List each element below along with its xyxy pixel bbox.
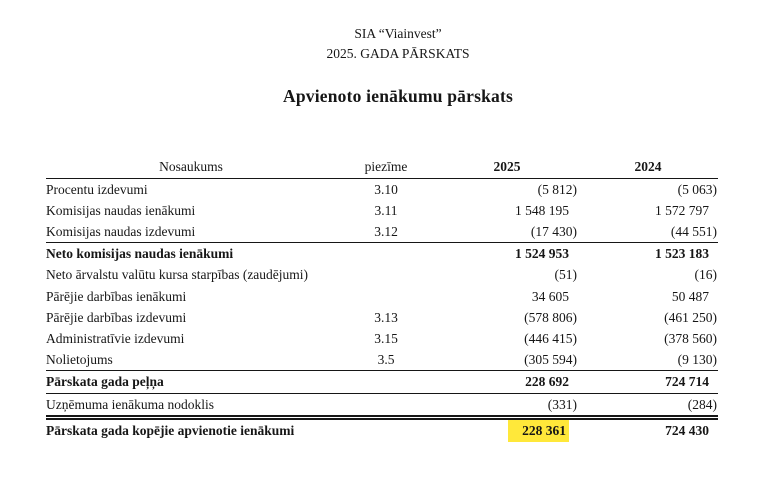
value-2024: 1 572 797 (655, 202, 709, 218)
row-note: 3.10 (374, 181, 398, 197)
column-header-note: piezīme (336, 156, 436, 178)
value-2024: 724 714 (578, 371, 718, 393)
row-name: Procentu izdevumi (46, 181, 148, 197)
row-name: Neto ārvalstu valūtu kursa starpības (zaudējumi) (46, 267, 309, 283)
value-2025: (305 594) (436, 349, 578, 371)
row-name: Komisijas naudas izdevumi (46, 221, 336, 243)
value-2024: 724 430 (665, 422, 709, 438)
table-row-subtotal (46, 243, 718, 265)
income-statement-table (46, 156, 718, 442)
value-2025: 228 692 (436, 371, 578, 393)
row-name: Pārējie darbības ienākumi (46, 288, 187, 304)
row-name: Nolietojums (46, 349, 336, 371)
company-name: SIA “Viainvest” (354, 26, 442, 41)
value-2024: (44 551) (578, 221, 718, 243)
value-2025: (446 415) (524, 330, 577, 346)
table-row (46, 328, 718, 349)
value-2024: (5 063) (677, 181, 717, 197)
row-note: 3.15 (374, 330, 398, 346)
value-2024: 50 487 (671, 288, 709, 304)
row-name: Pārskata gada kopējie apvienotie ienākumi (46, 422, 295, 438)
value-2025: (51) (554, 267, 577, 283)
table-row (46, 264, 718, 285)
table-row (46, 200, 718, 221)
value-2025: 34 605 (531, 288, 569, 304)
highlight-marker: 228 361 (508, 420, 569, 442)
row-note: 3.11 (374, 202, 398, 218)
value-2024: (9 130) (578, 349, 718, 371)
value-2024: (378 560) (664, 330, 717, 346)
value-2025: 1 524 953 (515, 246, 569, 262)
table-row (46, 393, 718, 417)
table-row-total (46, 417, 718, 442)
table-row (46, 307, 718, 328)
value-2025: (17 430) (436, 221, 578, 243)
row-note (336, 243, 436, 265)
value-2025: (578 806) (524, 309, 577, 325)
table-row-profit (46, 371, 718, 393)
row-note (336, 264, 436, 285)
row-name: Pārskata gada peļņa (46, 371, 336, 393)
column-header-2025: 2025 (436, 156, 578, 178)
row-note: 3.5 (336, 349, 436, 371)
value-2024: 1 523 183 (655, 246, 709, 262)
value-2024: (16) (694, 267, 717, 283)
value-2025 (436, 417, 578, 442)
table-row (46, 286, 718, 307)
row-note (336, 286, 436, 307)
value-2024: (461 250) (664, 309, 717, 325)
row-name: Pārējie darbības izdevumi (46, 309, 187, 325)
row-name: Uzņēmuma ienākuma nodoklis (46, 393, 336, 417)
document-header (40, 24, 756, 64)
row-name: Komisijas naudas ienākumi (46, 202, 196, 218)
row-name: Neto komisijas naudas ienākumi (46, 246, 234, 262)
page-title: Apvienoto ienākumu pārskats (282, 86, 514, 106)
row-note (336, 371, 436, 393)
row-note: 3.12 (336, 221, 436, 243)
report-name: 2025. GADA PĀRSKATS (326, 46, 470, 61)
value-2025: (331) (436, 393, 578, 417)
table-header-row (46, 156, 718, 178)
value-2025: 1 548 195 (515, 202, 569, 218)
row-note: 3.13 (374, 309, 398, 325)
column-header-2024: 2024 (578, 156, 718, 178)
table-row (46, 221, 718, 243)
value-2025: (5 812) (537, 181, 577, 197)
column-header-name: Nosaukums (46, 156, 336, 178)
value-2024: (284) (578, 393, 718, 417)
row-note (336, 417, 436, 442)
row-name: Administratīvie izdevumi (46, 330, 185, 346)
row-note (336, 393, 436, 417)
table-row (46, 349, 718, 371)
table-row (46, 178, 718, 200)
